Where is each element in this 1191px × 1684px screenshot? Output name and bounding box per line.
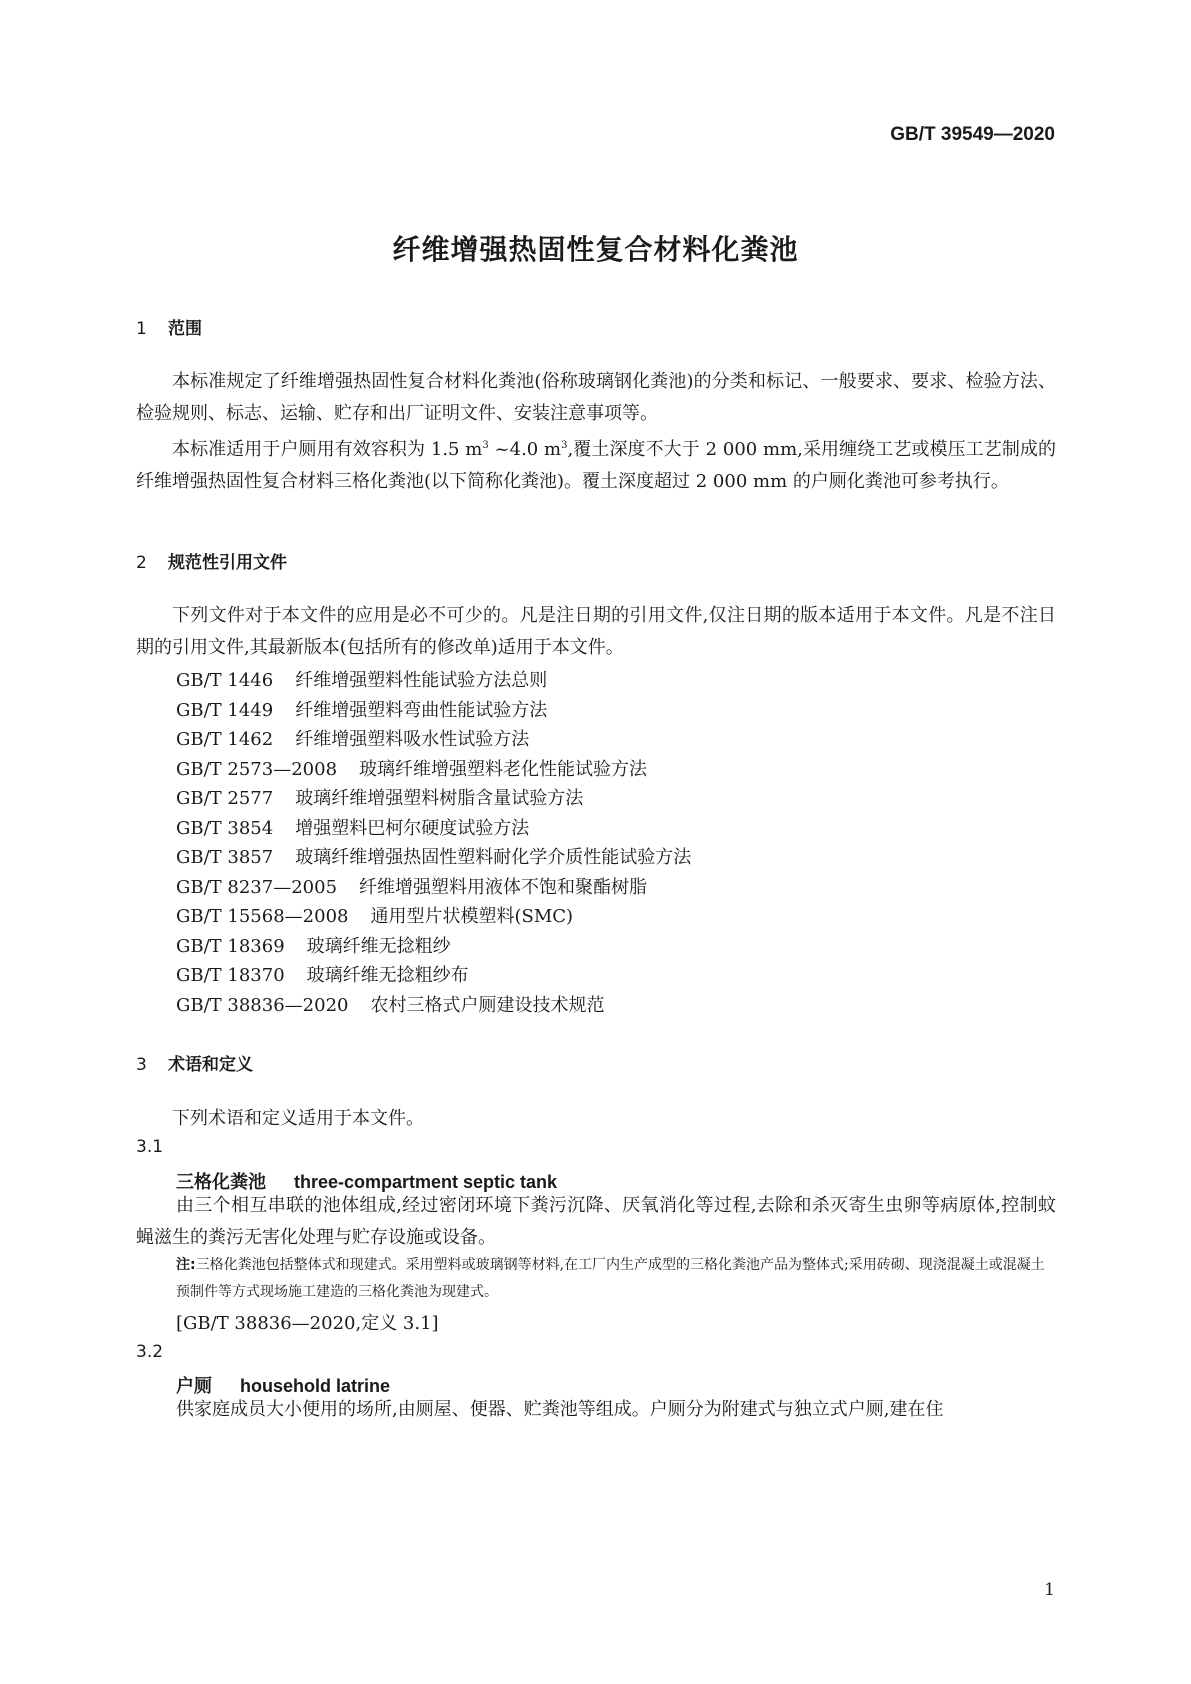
- reference-row: [176, 725, 529, 751]
- reference-row: [176, 696, 547, 722]
- reference-title: 纤维增强塑料性能试验方法总则: [295, 670, 548, 691]
- reference-code: GB/T 3854: [176, 818, 274, 839]
- section-1-paragraph-1: 本标准规定了纤维增强热固性复合材料化粪池(俗称玻璃钢化粪池)的分类和标记、一般要求、要求、检验方法、检验规则、标志、运输、贮存和出厂证明文件、安装注意事项等。: [136, 371, 1056, 424]
- section-3-intro: 下列术语和定义适用于本文件。: [172, 1108, 424, 1129]
- reference-row: [176, 755, 647, 781]
- term-number: 3.2: [136, 1342, 164, 1362]
- standard-code: GB/T 39549—2020: [890, 124, 1055, 145]
- reference-code: GB/T 8237—2005: [176, 877, 338, 898]
- reference-row: [176, 961, 469, 987]
- term-definition: 由三个相互串联的池体组成,经过密闭环境下粪污沉降、厌氧消化等过程,去除和杀灭寄生虫卵等病原体,控制蚊蝇滋生的粪污无害化处理与贮存设施或设备。: [136, 1195, 1056, 1248]
- reference-title: 通用型片状模塑料(SMC): [370, 906, 574, 927]
- reference-code: GB/T 1446: [176, 670, 274, 691]
- term-english: three-compartment septic tank: [294, 1172, 558, 1192]
- section-number: 1: [136, 319, 147, 339]
- page-number: 1: [1044, 1580, 1055, 1600]
- section-1-paragraph-2: [136, 430, 1056, 498]
- reference-code: GB/T 2577: [176, 788, 274, 809]
- reference-code: GB/T 18370: [176, 965, 285, 986]
- term-definition: 供家庭成员大小便用的场所,由厕屋、便器、贮粪池等组成。户厕分为附建式与独立式户厕,建在住: [176, 1399, 944, 1420]
- reference-row: [176, 814, 529, 840]
- p2-part-b: ~4.0 m: [488, 439, 562, 460]
- superscript: 3: [561, 440, 568, 451]
- reference-title: 纤维增强塑料用液体不饱和聚酯树脂: [359, 877, 648, 898]
- section-title: 术语和定义: [168, 1055, 253, 1075]
- reference-row: [176, 666, 547, 692]
- reference-row: [176, 932, 451, 958]
- section-2-intro: 下列文件对于本文件的应用是必不可少的。凡是注日期的引用文件,仅注日期的版本适用于本文件。凡是不注日期的引用文件,其最新版本(包括所有的修改单)适用于本文件。: [136, 605, 1056, 658]
- reference-title: 玻璃纤维增强热固性塑料耐化学介质性能试验方法: [295, 847, 692, 868]
- reference-code: GB/T 3857: [176, 847, 274, 868]
- section-number: 2: [136, 553, 147, 573]
- section-2-heading: [136, 548, 287, 573]
- p2-part-a: 本标准适用于户厕用有效容积为 1.5 m: [172, 439, 483, 460]
- note-text: 三格化粪池包括整体式和现建式。采用塑料或玻璃钢等材料,在工厂内生产成型的三格化粪池产品为整体式;采用砖砌、现浇混凝土或混凝土预制件等方式现场施工建造的三格化粪池为现建式。: [176, 1257, 1045, 1300]
- term-source: [GB/T 38836—2020,定义 3.1]: [176, 1313, 439, 1334]
- reference-row: [176, 873, 647, 899]
- reference-title: 玻璃纤维增强塑料树脂含量试验方法: [295, 788, 584, 809]
- reference-row: [176, 991, 604, 1017]
- reference-code: GB/T 2573—2008: [176, 759, 338, 780]
- section-3-heading: [136, 1050, 253, 1075]
- reference-row: [176, 843, 691, 869]
- reference-code: GB/T 18369: [176, 936, 285, 957]
- reference-title: 增强塑料巴柯尔硬度试验方法: [295, 818, 530, 839]
- reference-title: 玻璃纤维增强塑料老化性能试验方法: [359, 759, 648, 780]
- reference-title: 玻璃纤维无捻粗纱布: [306, 965, 469, 986]
- term-chinese: 户厕: [176, 1376, 212, 1397]
- p2-part-c: ,覆土深度不大于 2 000 mm,采用缠绕工艺或模压工艺制成的纤维增强热固性复合材料三格化粪池(以下简称化粪池)。覆土深度超过 2 000 mm 的户厕化粪池可参考执行。: [136, 439, 1056, 492]
- term-english: household latrine: [240, 1376, 391, 1396]
- reference-title: 纤维增强塑料吸水性试验方法: [295, 729, 530, 750]
- reference-title: 纤维增强塑料弯曲性能试验方法: [295, 700, 548, 721]
- term-note: [176, 1252, 1056, 1306]
- section-title: 规范性引用文件: [168, 553, 287, 573]
- superscript: 3: [482, 440, 489, 451]
- reference-code: GB/T 1449: [176, 700, 274, 721]
- reference-row: [176, 784, 583, 810]
- reference-title: 玻璃纤维无捻粗纱: [306, 936, 451, 957]
- reference-row: [176, 902, 573, 928]
- note-label: 注:: [176, 1257, 196, 1273]
- section-1-heading: [136, 314, 202, 339]
- term-number: 3.1: [136, 1137, 164, 1157]
- section-number: 3: [136, 1055, 147, 1075]
- document-title: 纤维增强热固性复合材料化粪池: [392, 233, 799, 266]
- term-chinese: 三格化粪池: [176, 1172, 266, 1193]
- reference-code: GB/T 15568—2008: [176, 906, 349, 927]
- section-title: 范围: [168, 319, 202, 339]
- reference-code: GB/T 38836—2020: [176, 995, 349, 1016]
- reference-title: 农村三格式户厕建设技术规范: [370, 995, 605, 1016]
- reference-code: GB/T 1462: [176, 729, 274, 750]
